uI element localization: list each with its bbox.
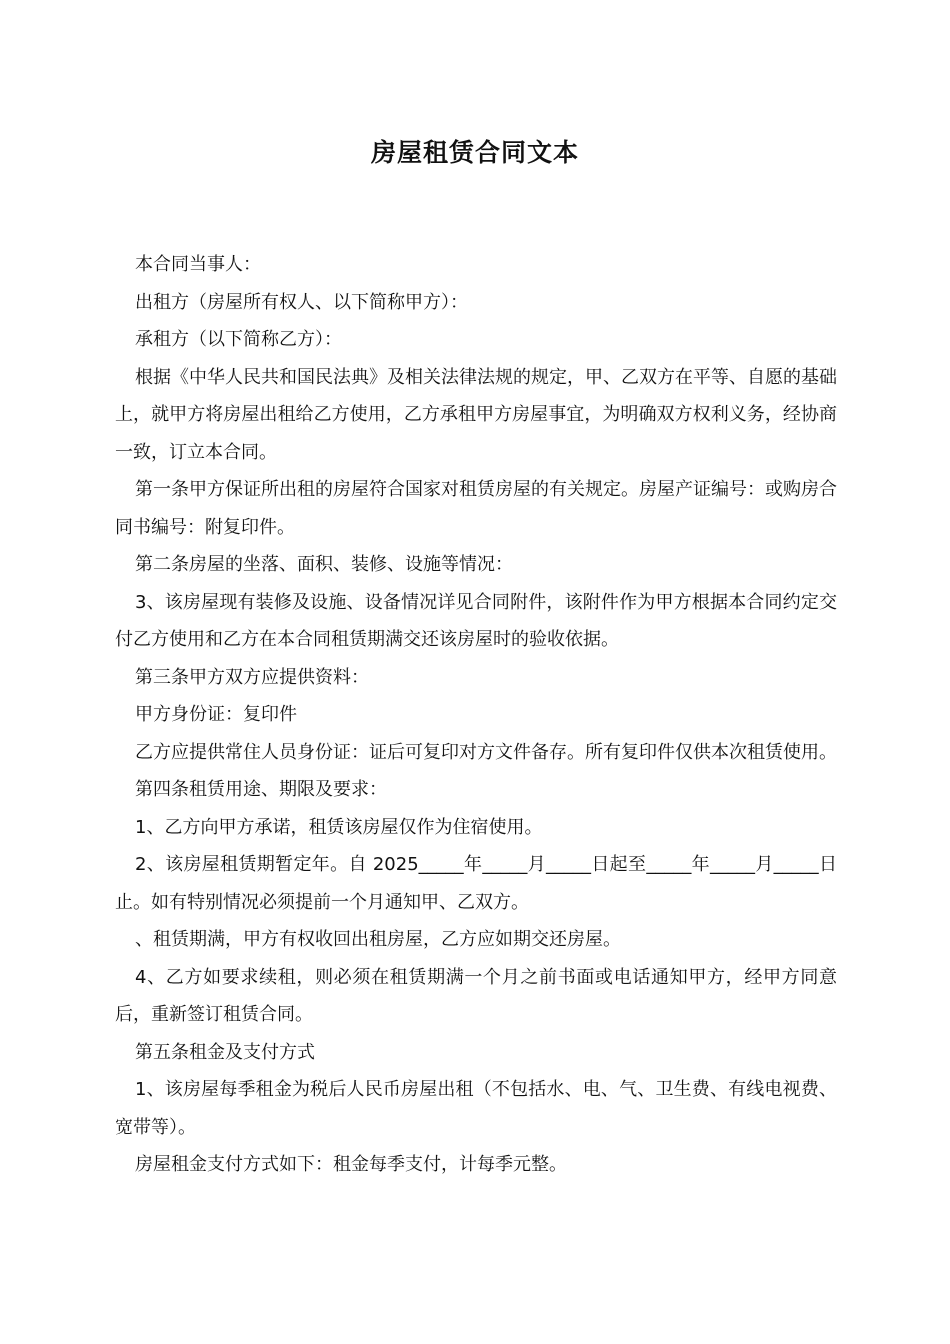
- paragraph-article-2: 第二条房屋的坐落、面积、装修、设施等情况：: [135, 554, 513, 575]
- document-body: [115, 246, 837, 1184]
- paragraph-article-5-item-1: 1、该房屋每季租金为税后人民币房屋出租（不包括水、电、气、卫生费、有线电视费、宽带等）。: [115, 1079, 837, 1138]
- paragraph-article-5: 第五条租金及支付方式: [135, 1041, 315, 1063]
- paragraph-article-3-lessor-id: 甲方身份证：复印件: [135, 704, 297, 725]
- paragraph-lessee: 承租方（以下简称乙方）：: [135, 329, 342, 350]
- paragraph-article-4-item-2: 2、该房屋租赁期暂定年。自 2025_____年_____月_____日起至_____年_____月_____日止。如有特别情况必须提前一个月通知甲、乙双方。: [115, 854, 837, 913]
- paragraph-article-4-item-4: 4、乙方如要求续租，则必须在租赁期满一个月之前书面或电话通知甲方，经甲方同意后，重新签订租赁合同。: [115, 966, 837, 1025]
- paragraph-article-5-payment: 房屋租金支付方式如下：租金每季支付，计每季元整。: [135, 1154, 567, 1175]
- paragraph-article-3-lessee-id: 乙方应提供常住人员身份证：证后可复印对方文件备存。所有复印件仅供本次租赁使用。: [135, 741, 837, 763]
- paragraph-lessor: 出租方（房屋所有权人、以下简称甲方）：: [135, 291, 468, 313]
- paragraph-article-2-item-3: 3、该房屋现有装修及设施、设备情况详见合同附件，该附件作为甲方根据本合同约定交付乙方使用和乙方在本合同租赁期满交还该房屋时的验收依据。: [115, 591, 837, 650]
- paragraph-article-4-item-3: 、租赁期满，甲方有权收回出租房屋，乙方应如期交还房屋。: [135, 929, 621, 950]
- paragraph-article-3: 第三条甲方双方应提供资料：: [135, 666, 369, 688]
- paragraph-article-4: 第四条租赁用途、期限及要求：: [135, 779, 387, 800]
- paragraph-article-1: 第一条甲方保证所出租的房屋符合国家对租赁房屋的有关规定。房屋产证编号：或购房合同书编号：附复印件。: [115, 479, 837, 538]
- paragraph-article-4-item-1: 1、乙方向甲方承诺，租赁该房屋仅作为住宿使用。: [135, 816, 543, 838]
- paragraph-parties-heading: 本合同当事人：: [135, 254, 261, 275]
- document-title: 房屋租赁合同文本: [370, 138, 579, 167]
- paragraph-preamble: 根据《中华人民共和国民法典》及相关法律法规的规定，甲、乙双方在平等、自愿的基础上，就甲方将房屋出租给乙方使用，乙方承租甲方房屋事宜，为明确双方权利义务，经协商一致，订立本合同。: [115, 366, 837, 463]
